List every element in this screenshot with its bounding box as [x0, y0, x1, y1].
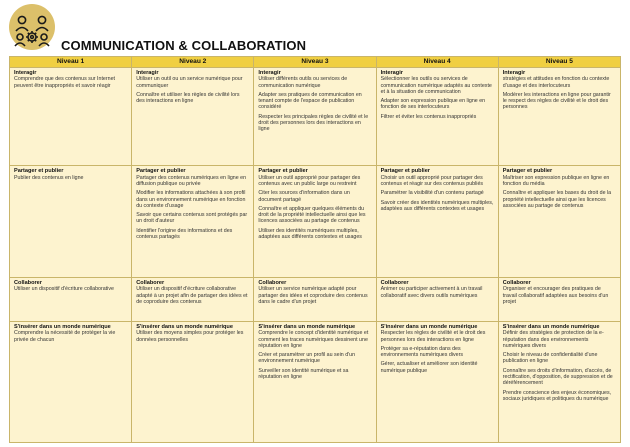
table-cell — [254, 278, 376, 322]
cell-item: stratégies et attitudes en fonction du contexte d'usage et des interlocuteurs — [502, 76, 610, 89]
cell-item: Connaître ses droits d'information, d'accès, de rectification, d'opposition, de suppression et de déréférencement — [502, 367, 613, 387]
cell-item: Partager des contenus numériques en ligne en diffusion publique ou privée — [136, 174, 247, 187]
table-cell — [498, 166, 620, 278]
section-label: Interagir — [136, 70, 159, 76]
cell-item: Connaître et appliquer quelques éléments du droit de la propriété intellectuelle ainsi que les licences associées au partage de contenus — [258, 205, 366, 225]
table-row — [10, 68, 621, 166]
table-cell — [254, 166, 376, 278]
table-cell — [376, 166, 498, 278]
cell-item: Savoir créer des identités numériques multiples, adaptées aux différents contextes et usages — [380, 199, 494, 212]
competency-table — [9, 56, 621, 443]
table-cell — [254, 322, 376, 443]
section-label: S'insérer dans un monde numérique — [502, 324, 600, 330]
cell-item: Utiliser des identités numériques multiples, adaptées aux différents contextes et usages — [258, 227, 362, 240]
table-row — [10, 166, 621, 278]
cell-item: Publier des contenus en ligne — [14, 174, 84, 181]
table-row — [10, 278, 621, 322]
cell-item: Modifier les informations attachées à son profil dans un environnement numérique en fonction du contexte d'usage — [136, 190, 246, 209]
cell-item: Savoir que certains contenus sont protégés par un droit d'auteur — [136, 212, 248, 225]
cell-item: Utiliser un outil approprié pour partager des contenus avec un public large ou restreint — [258, 174, 361, 187]
cell-item: Connaître et appliquer les bases du droit de la propriété intellectuelle ainsi que les licences associées au partage de contenus — [502, 190, 612, 209]
section-label: Partager et publier — [258, 168, 308, 175]
table-cell — [10, 322, 132, 443]
cell-item: Utiliser des moyens simples pour protéger les données personnelles — [136, 330, 244, 343]
table-cell — [132, 166, 254, 278]
table-cell — [376, 278, 498, 322]
section-label: Interagir — [14, 70, 37, 76]
section-label: Collaborer — [258, 280, 287, 287]
cell-item: Créer et paramétrer un profil au sein d'un environnement numérique — [258, 352, 356, 365]
section-label: Partager et publier — [380, 168, 430, 175]
section-label: Interagir — [380, 70, 403, 76]
cell-item: Choisir le niveau de confidentialité d'une publication en ligne — [502, 352, 598, 365]
table-header-row — [10, 57, 621, 68]
cell-item: Filtrer et éviter les contenus inappropriés — [380, 113, 477, 120]
level-header: Niveau 2 — [132, 57, 254, 68]
cell-item: Respecter les principales règles de civilité et le droit des personnes lors des interactions en ligne — [258, 113, 369, 133]
level-header: Niveau 5 — [498, 57, 620, 68]
cell-item: Utiliser un dispositif d'écriture collaborative adapté à un projet afin de partager des idées et de coproduire des contenus — [136, 286, 248, 306]
cell-item: Utiliser un service numérique adapté pour partager des idées et coproduire des contenus dans le cadre d'un projet — [258, 286, 368, 306]
section-label: S'insérer dans un monde numérique — [380, 324, 478, 330]
table-cell — [376, 68, 498, 166]
section-label: S'insérer dans un monde numérique — [136, 324, 233, 330]
cell-item: Connaître et utiliser les règles de civilité lors des interactions en ligne — [136, 91, 240, 105]
level-header: Niveau 3 — [254, 57, 376, 68]
cell-item: Animer ou participer activement à un travail collaboratif avec divers outils numériques — [380, 286, 483, 299]
table-cell — [498, 278, 620, 322]
cell-item: Organiser et encourager des pratiques de travail collaboratif adaptées aux besoins d'un projet — [502, 286, 609, 306]
cell-item: Adapter ses pratiques de communication en tenant compte de l'espace de publication considéré — [258, 91, 362, 111]
section-label: Collaborer — [136, 280, 165, 287]
section-label: Partager et publier — [136, 168, 186, 175]
cell-item: Modérer les interactions en ligne pour garantir le respect des règles de civilité et le droit des personnes — [502, 91, 611, 111]
section-label: Partager et publier — [502, 168, 553, 175]
table-cell — [132, 68, 254, 166]
section-label: Collaborer — [502, 280, 531, 287]
section-label: Collaborer — [14, 280, 42, 287]
table-cell — [132, 278, 254, 322]
collaboration-people-gear-icon — [9, 4, 55, 50]
cell-item: Comprendre le concept d'identité numérique et comment les traces numériques dessinent une réputation en ligne — [258, 330, 369, 349]
table-cell — [10, 166, 132, 278]
level-header: Niveau 1 — [10, 57, 132, 68]
page-title: COMMUNICATION & COLLABORATION — [61, 38, 307, 53]
cell-item: Sélectionner les outils ou services de communication numérique adaptés au contexte et à la situation de communication — [380, 76, 492, 95]
section-label: S'insérer dans un monde numérique — [14, 324, 111, 330]
section-label: Interagir — [502, 70, 526, 76]
section-label: Interagir — [258, 70, 281, 76]
cell-item: Utiliser différents outils ou services de communication numérique — [258, 76, 348, 89]
table-row — [10, 322, 621, 443]
cell-item: Citer les sources d'information dans un document partagé — [258, 190, 350, 203]
cell-item: Comprendre que des contenus sur Internet peuvent être inappropriés et savoir réagir — [14, 76, 115, 89]
cell-item: Prendre conscience des enjeux économiques, sociaux juridiques et politiques du numérique — [502, 389, 612, 402]
table-cell — [132, 322, 254, 443]
cell-item: Identifier l'origine des informations et des contenus partagés — [136, 227, 233, 240]
section-label: S'insérer dans un monde numérique — [258, 324, 356, 330]
table-cell — [10, 68, 132, 166]
table-cell — [254, 68, 376, 166]
table-cell — [10, 278, 132, 322]
cell-item: Choisir un outil approprié pour partager des contenus et réagir sur des contenus publiés — [380, 174, 484, 187]
section-label: Collaborer — [380, 280, 409, 287]
table-cell — [376, 322, 498, 443]
cell-item: Surveiller son identité numérique et sa réputation en ligne — [258, 367, 349, 381]
cell-item: Définir des stratégies de protection de la e-réputation dans des environnements numériques divers — [502, 330, 604, 349]
cell-item: Respecter les règles de civilité et le droit des personnes lors des interactions en ligne — [380, 330, 486, 343]
table-cell — [498, 68, 620, 166]
section-label: Partager et publier — [14, 168, 64, 175]
table-cell — [498, 322, 620, 443]
cell-item: Comprendre la nécessité de protéger la vie privée de chacun — [14, 330, 116, 343]
level-header: Niveau 4 — [376, 57, 498, 68]
cell-item: Gérer, actualiser et améliorer son identité numérique publique — [380, 361, 478, 374]
page-header — [9, 4, 621, 53]
cell-item: Utiliser un dispositif d'écriture collaborative — [14, 286, 114, 293]
cell-item: Maîtriser son expression publique en ligne en fonction du média — [502, 174, 610, 187]
cell-item: Protéger sa e-réputation dans des environnements numériques divers — [380, 345, 464, 359]
cell-item: Adapter son expression publique en ligne en fonction de ses interlocuteurs — [380, 98, 486, 111]
cell-item: Utiliser un outil ou un service numérique pour communiquer — [136, 76, 243, 89]
cell-item: Paramétrer la visibilité d'un contenu partagé — [380, 190, 484, 197]
